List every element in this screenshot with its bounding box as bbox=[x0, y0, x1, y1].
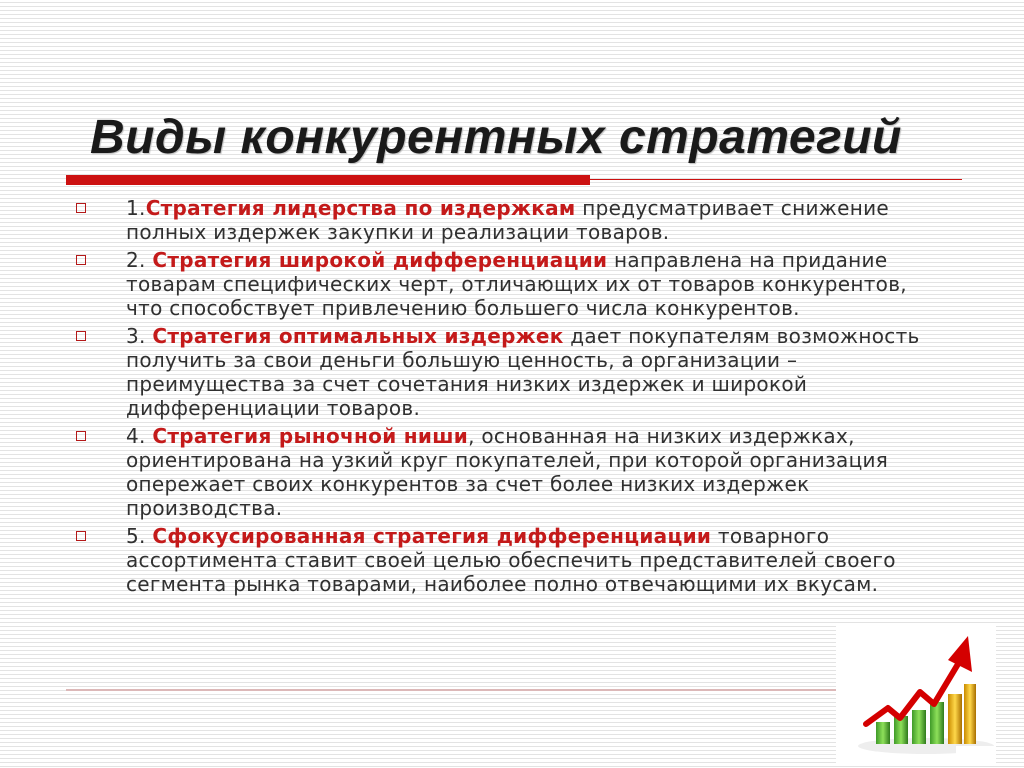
item-highlight: Стратегия рыночной ниши bbox=[152, 424, 469, 448]
item-description: товарного ассортимента ставит своей целью обеспечить представителей своего сегмента рынка товарами, наиболее полно отвечающими их вкусам. bbox=[126, 524, 896, 596]
growth-chart-icon bbox=[836, 626, 996, 764]
item-highlight: Сфокусированная стратегия дифференциации bbox=[152, 524, 712, 548]
item-highlight: Стратегия оптимальных издержек bbox=[152, 324, 564, 348]
list-item-text bbox=[126, 324, 946, 420]
list-item-text bbox=[126, 524, 946, 596]
list-item bbox=[76, 524, 956, 596]
title-underline-thick bbox=[66, 175, 590, 185]
item-description: дает покупателям возможность получить за свои деньги большую ценность, а организации – преимущества за счет сочетания низких издержек и широкой дифференциации товаров. bbox=[126, 324, 920, 420]
list-item bbox=[76, 248, 956, 320]
item-description: , основанная на низких издержках, ориентирована на узкий круг покупателей, при которой организация опережает своих конкурентов за счет более низких издержек производства. bbox=[126, 424, 889, 520]
list-item-text bbox=[126, 196, 946, 244]
title-underline-thin bbox=[590, 179, 962, 180]
item-highlight: Стратегия широкой дифференциации bbox=[152, 248, 608, 272]
list-item bbox=[76, 424, 956, 520]
list-item-text bbox=[126, 248, 946, 320]
square-bullet-icon bbox=[76, 431, 86, 441]
item-description: направлена на придание товарам специфических черт, отличающих их от товаров конкурентов, что способствует привлечению большего числа конкурентов. bbox=[126, 248, 907, 320]
item-description: предусматривает снижение полных издержек закупки и реализации товаров. bbox=[126, 196, 889, 244]
square-bullet-icon bbox=[76, 203, 86, 213]
list-item-text bbox=[126, 424, 946, 520]
list-item bbox=[76, 196, 956, 244]
item-number: 2. bbox=[126, 248, 153, 272]
slide-title: Виды конкурентных стратегий bbox=[90, 111, 902, 164]
bottom-divider bbox=[66, 689, 836, 691]
square-bullet-icon bbox=[76, 255, 86, 265]
item-number: 5. bbox=[126, 524, 153, 548]
strategy-list bbox=[76, 196, 956, 600]
list-item bbox=[76, 324, 956, 420]
square-bullet-icon bbox=[76, 331, 86, 341]
item-number: 4. bbox=[126, 424, 153, 448]
item-highlight: Стратегия лидерства по издержкам bbox=[145, 196, 576, 220]
square-bullet-icon bbox=[76, 531, 86, 541]
item-number: 1. bbox=[126, 196, 146, 220]
item-number: 3. bbox=[126, 324, 153, 348]
